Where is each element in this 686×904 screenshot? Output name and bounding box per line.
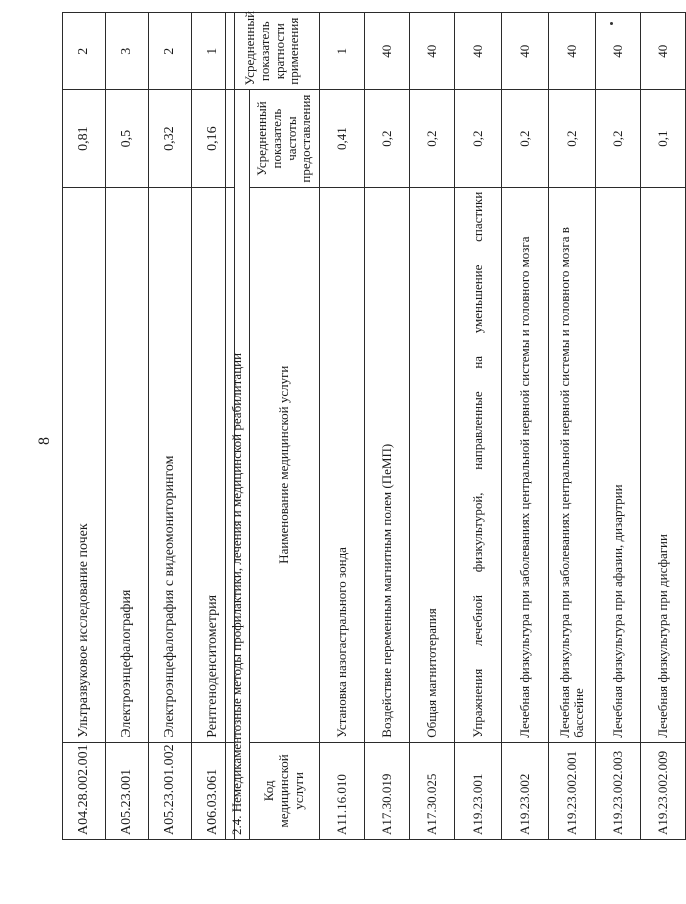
multiplicity-value: 40 [641,13,686,90]
service-name: Лечебная физкультура при заболеваниях центральной нервной системы и головного мозга [502,187,549,742]
frequency-value: 0,5 [106,90,149,187]
multiplicity-value: 2 [63,13,106,90]
rehabilitation-table [225,12,686,840]
multiplicity-value: 40 [502,13,549,90]
service-name: Лечебная физкультура при афазии, дизартрии [596,187,641,742]
frequency-value: 0,81 [63,90,106,187]
service-name: Лечебная физкультура при заболеваниях центральной нервной системы и головного мозга в бассейне [549,187,596,742]
service-name: Электроэнцефалография [106,187,149,742]
service-name: Установка назогастрального зонда [320,187,365,742]
service-name: Воздействие переменным магнитным полем (ПеМП) [365,187,410,742]
frequency-value: 0,41 [320,90,365,187]
frequency-value: 0,2 [365,90,410,187]
table-row [149,13,192,840]
multiplicity-value: 1 [320,13,365,90]
service-code: A17.30.025 [410,742,455,839]
service-code: A19.23.002 [502,742,549,839]
service-code: A05.23.001.002 [149,742,192,839]
service-code: A19.23.002.003 [596,742,641,839]
header-multiplicity: Усредненный показатель кратности применения [226,13,320,90]
multiplicity-value: 40 [549,13,596,90]
service-code: A11.16.010 [320,742,365,839]
frequency-value: 0,1 [641,90,686,187]
table-row [455,13,502,840]
diagnostics-table [62,12,235,840]
service-code: A17.30.019 [365,742,410,839]
multiplicity-value: 3 [106,13,149,90]
rotated-page-content [62,0,670,840]
table-row [63,13,106,840]
header-row [250,13,320,840]
service-code: A19.23.001 [455,742,502,839]
service-name: Рентгеноденситометрия [192,187,235,742]
service-code: A19.23.002.009 [641,742,686,839]
frequency-value: 0,2 [502,90,549,187]
multiplicity-value: 40 [365,13,410,90]
multiplicity-value: 2 [149,13,192,90]
table-row [641,13,686,840]
service-name: Упражнения лечебной физкультурой, направленные на уменьшение спастики [455,187,502,742]
service-name: Лечебная физкультура при дисфагии [641,187,686,742]
service-name: Электроэнцефалография с видеомониторингом [149,187,192,742]
frequency-value: 0,2 [549,90,596,187]
multiplicity-value: 40 [596,13,641,90]
table-row [106,13,149,840]
table-row [549,13,596,840]
service-code: A04.28.002.001 [63,742,106,839]
multiplicity-value: 40 [410,13,455,90]
service-code: A06.03.061 [192,742,235,839]
service-name: Общая магнитотерапия [410,187,455,742]
frequency-value: 0,32 [149,90,192,187]
header-name: Наименование медицинской услуги [250,187,320,742]
frequency-value: 0,16 [192,90,235,187]
table-row [596,13,641,840]
multiplicity-value: 40 [455,13,502,90]
table-row [365,13,410,840]
section-title-row [226,13,250,840]
frequency-value: 0,2 [596,90,641,187]
table-row [410,13,455,840]
header-code: Код медицинской услуги [250,742,320,839]
multiplicity-value: 1 [192,13,235,90]
service-code: A05.23.001 [106,742,149,839]
page-number: 8 [36,437,53,445]
service-code: A19.23.002.001 [549,742,596,839]
service-name: Ультразвуковое исследование почек [63,187,106,742]
table-row [320,13,365,840]
frequency-value: 0,2 [410,90,455,187]
section-title: 2.4. Немедикаментозные методы профилактики, лечения и медицинской реабилитации [226,90,250,840]
frequency-value: 0,2 [455,90,502,187]
header-frequency: Усредненный показатель частоты предоставления [250,90,320,187]
table-row [502,13,549,840]
